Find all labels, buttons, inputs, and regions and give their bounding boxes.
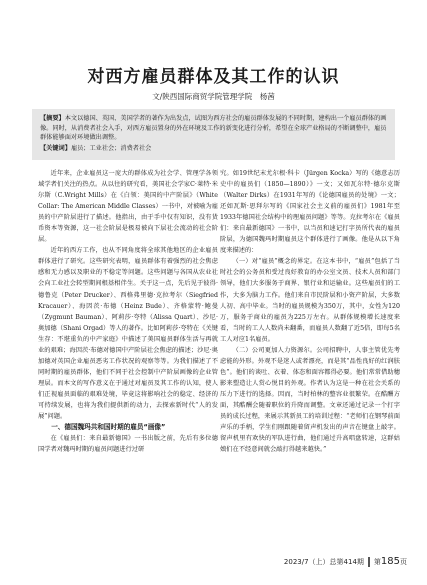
- paragraph: （一）对“雇员”概念的界定。在这本书中，“雇员”包括了当时社会的公务员和受过良好教育的办公室文员、技术人员和部门领导，他们大多服务于商界、银行业和运输业。这些雇员们的工作，大多为脑力工作。他们来自市民阶层和小资产阶层，大多数人初、高中毕业。当时的雇员规模为350万，其中，女性为120万，服务于商业的雇员为225万左右。从群体规模增长速度来看，当时的工人人数尚未翻番，而雇员人数翻了近5倍，即每5名工人对应1名雇员。: [220, 258, 400, 343]
- paragraph: 近年来，企业雇员这一庞大的群体成为社会学、管理学各领域学者们关注的热点。从以往的研究看，美国社会学家C·莱特·米尔斯（C.Wright Mills）在《白领：美国的中产阶层》（White Collar: The American Middle Classes）一书中，对被喻为雇员的中产阶层进行了描述。他指出，由于手中仅有知识，没有货币资本等资源，这一社会阶层是极易被向下层社会流动的社会阶层。: [38, 170, 219, 244]
- paragraph: 近年的西方工作，也从不同角度将全球其他地区的企业雇员群体进行了研究。这些研究表明，雇员群体有着强烈的社会焦虑感和无力感以及职业的不稳定等问题。这些问题与各国从农业社会向工业社会转型期间根基相伴生。关于这一点，先后见于彼得·德鲁克（Peter Drucker）、西格弗里德·克拉考尔（Siegfried Kracauer）、海因茨·布德（Heinz Bude）、齐格蒙特·鲍曼（Zygmunt Bauman）、阿莉莎·夸特（Alissa Quart）、沙尼·奥加德（Shani Orgad）等人的著作。比如阿莉莎·夸特在《关键生存：不堪重负的中产家庭》中描述了美国雇员群体生活与再就业的艰难；海因茨·布德对德国中产阶层社会焦虑的描述；沙尼·奥加德对英国企业雇员恶劣工作状况的观察等等。为我们描述了不同时期的雇员群体，他们不同于社会控制中产阶层画像的企业管理层。而本文的写作意义在于通过对雇员及其工作的认知，使人们正视雇员面临的艰难处境，毕竟这将影响社会的稳定、经济的可持续发展，也将为我们提供新的动力，去探索新时代“人的发展”问题。: [38, 247, 218, 421]
- left-column: [38, 168, 218, 455]
- footer-divider: [368, 557, 370, 567]
- article-title: 对西方雇员群体及其工作的认识: [87, 67, 340, 87]
- issue-info: 2023/7（上）总第414期: [283, 558, 364, 566]
- keywords-label: 【关键词】: [40, 144, 71, 152]
- page-number: 185: [380, 556, 400, 567]
- abstract-text: 本文以德国、英国、美国学者的著作为出发点，试图为西方社会的雇员群体发展的不同时期，建构出一个雇员群体的画像。同时，从消费者社会入手，对西方雇员置身的外在环境及工作的新变化进行分析，希望在全球产业格局的不断调整中，雇员群体能够面对环境做出调整。: [40, 115, 387, 142]
- page-prefix: 第: [373, 558, 381, 566]
- abstract-paragraph: [40, 114, 387, 143]
- abstract-box: [32, 109, 395, 160]
- section-heading: 一、德国魏玛共和国时期的雇员“画像”: [51, 423, 166, 432]
- author-byline: 文/陕西国际商贸学院管理学院 杨茜: [152, 92, 275, 101]
- paragraph: 在《雇员们：来自最新德国》一书出版之前，先后有多位德国学者对魏玛时期的雇员问题进行过研: [38, 435, 218, 454]
- page-footer: [284, 556, 407, 567]
- paragraph: 究。如19世纪末尤尔根·科卡（Jürgen Kocka）写的《德意志历史中的雇员们（1850—1890）》一文；又如瓦尔特·德尔克斯（Walter Dirks）在1931年写的《论德国雇员的处境》一文；还如瓦斯·思拜尔写的《国家社会主义前的雇员们》1981年至1933年德国社会结构中的理雇员问题》等等。克拉考尔在《雇员们：来自最新德国》一书中，以当员和速记打字员所代表的雇员阶层，为德国魏玛时期雇员这个群体进行了画像。他是从以下角度来描述的：: [220, 170, 400, 255]
- page-suffix: 页: [400, 558, 407, 566]
- abstract-label: 【摘要】: [40, 115, 65, 122]
- right-column: [220, 168, 400, 455]
- keywords-text: 雇员；工业社会；消费者社会: [70, 144, 152, 152]
- paragraph: （二）公司更加人力资源尔。公司招聘中，人事主管优先考虑能的外形。外观不是迷人或者漂亮，而是其“品性良好的红润肤色”。他们的谈吐、衣着、体态和面容都得必要。他们常常借助穗影来塑造让人赏心悦目的外观。作者认为这是一种在社会关系的压力下进行的选择。因而，当时柏林的整容业很繁荣。在酷酬方面，其酷酬会随着职位的升降而调整。文章还通过记录一个打字员的成长过程，来展示其新员工的培训过程：“老师们在钢琴前面声乐的手柄，学生们刚跟随着留声机发出的声音在键盘上敲字。留声机里有欢快的军队进行曲，他们通过升高唱盘转速，这群姑娘们在不经意间就会敲打得越来越快。”: [220, 346, 400, 454]
- keywords-line: [40, 144, 387, 154]
